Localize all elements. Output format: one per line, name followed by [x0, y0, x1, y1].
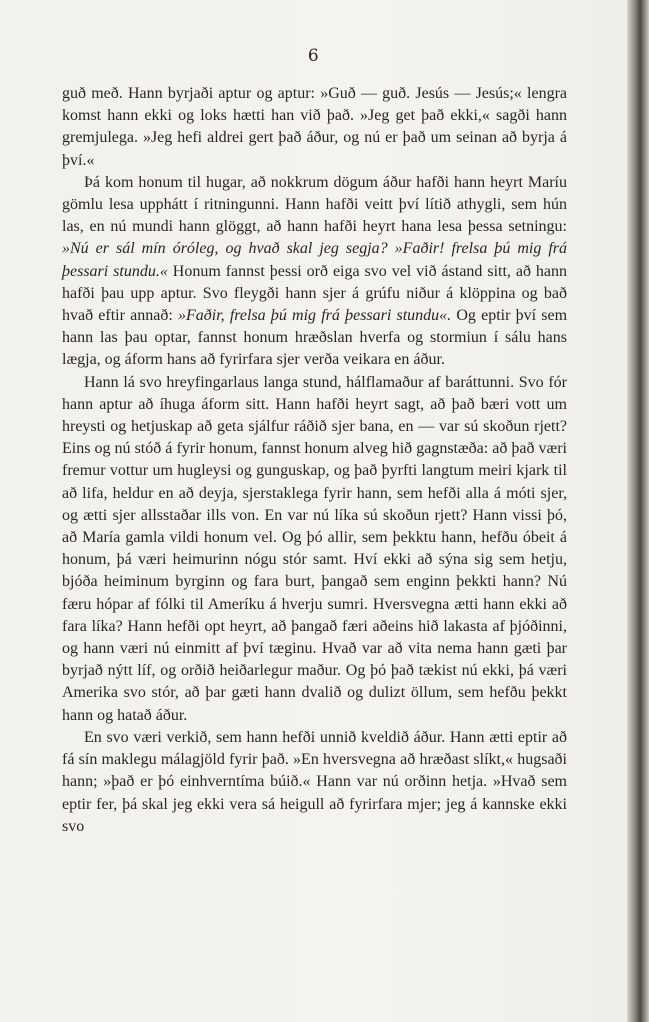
paragraph: [62, 727, 567, 838]
paragraph-text: Honum fannst þessi orð eiga svo vel við ástand sitt, að hann hafði þau upp aptur. Svo fleygði hann sjer á grúfu niður á klöppina og bað hvað eftir annað:: [62, 262, 568, 325]
body-text: [62, 83, 567, 838]
paragraph-text: Hann lá svo hreyfingarlaus langa stund, hálflamaður af baráttunni. Svo fór hann aptur að íhuga áform sitt. Hann hafði heyrt sagt, að það bæri vott um hreysti og hetjuskap að geta sjálfur ráðið sjer bana, en — var sú skoðun rjett? Eins og nú stóð á fyrir honum, fannst honum alveg hið gagnstæða: að það væri fremur vottur um hugleysi og gunguskap, og það þyrfti langtum meiri kjark til að lifa, heldur en að deyja, sjerstaklega fyrir hann, sem hefði alla á móti sjer, og ætti sjer allsstaðar ills von. En var nú líka sú skoðun rjett? Hann vissi þó, að María gamla vildi honum vel. Og þó allir, sem þekktu hann, hefðu óbeit á honum, þá væri heimurinn nógu stór samt. Hví ekki að sýna sig sem hetju, bjóða heiminum byrginn og fara burt, þangað sem enginn þekkti hann? Nú færu hópar af fólki til Ameríku á hverju sumri. Hversvegna ætti hann ekki að fara líka? Hann hefði opt heyrt, að þangað færi aðeins hið lakasta af þjóðinni, og hann væri nú einmitt af því tæginu. Hvað var að vita nema hann gæti þar byrjað nýtt líf, og orðið heiðarlegur maður. Og þó það tækist nú ekki, þá væri Amerika svo stór, að þar gæti hann dvalið og dulizt öllum, sem hefðu þekkt hann og hatað áður.: [62, 373, 567, 724]
italic-quote-text: »Nú er sál mín óróleg, og hvað skal jeg segja? »Faðir! frelsa þú mig frá þessari stundu.«: [62, 240, 567, 280]
paragraph: [62, 172, 567, 372]
paragraph: [62, 372, 567, 727]
page-number: 6: [307, 46, 320, 66]
paragraph-text: guð með. Hann byrjaði aptur og aptur: »Guð — guð. Jesús — Jesús;« lengra komst hann ekki og loks hætti han við það. »Jeg get það ekki,« sagði hann gremjulega. »Jeg hefi aldrei gert það áður, og nú er það um seinan að byrja á því.«: [62, 85, 567, 169]
paragraph-text: Og eptir því sem hann las þau optar, fannst honum hræðslan hverfa og stormiun í sálu hans lægja, og áform hans að fyrirfara sjer verða veikara en áður.: [62, 307, 568, 369]
paragraph-text: En svo væri verkið, sem hann hefði unnið kveldið áður. Hann ætti eptir að fá sín maklegu málagjöld fyrir það. »En hversvegna að hræðast slíkt,« hugsaði hann; »það er þó einhverntíma búið.« Hann var nú orðinn hetja. »Hvað sem eptir fer, þá skal jeg ekki vera sá heigull að fyrirfara mjer; jeg á kannske ekki svo: [62, 728, 567, 835]
paragraph: [62, 83, 567, 172]
italic-quote-text: »Faðir, frelsa þú mig frá þessari stundu«.: [177, 307, 452, 325]
paragraph-text: Þá kom honum til hugar, að nokkrum dögum áður hafði hann heyrt Maríu gömlu lesa upphátt í ritningunni. Hann hafði veitt því lítið athygli, sem hún las, en nú mundi hann glöggt, að hann hafði heyrt hana lesa þessa setningu:: [62, 173, 567, 236]
book-spine-edge: [627, 0, 649, 1022]
